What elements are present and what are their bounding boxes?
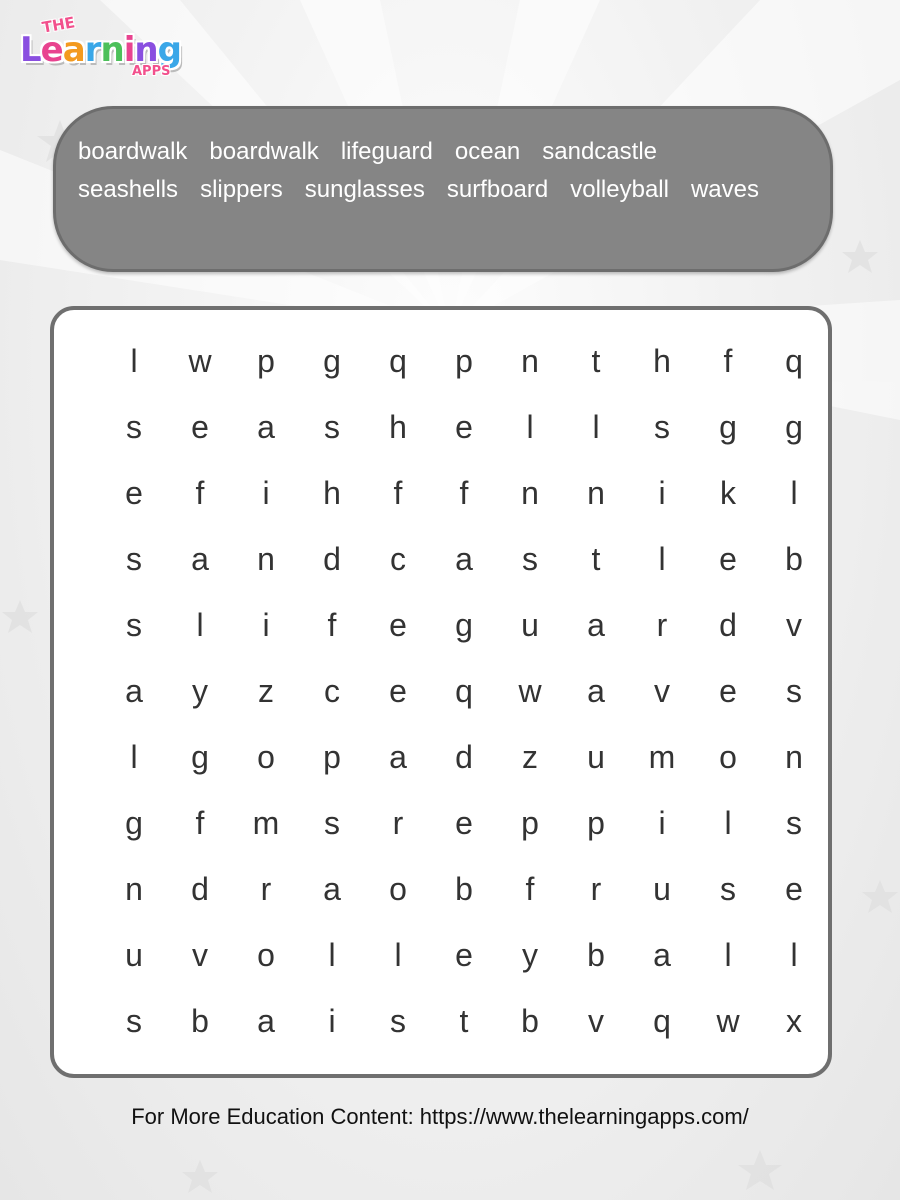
word-bank-item: boardwalk [78,138,188,165]
grid-letter-cell[interactable]: m [252,804,280,841]
grid-letter-cell[interactable]: s [786,672,802,709]
grid-letter-cell[interactable]: e [389,672,407,709]
grid-letter-cell[interactable]: h [323,474,341,511]
grid-letter-cell[interactable]: m [648,738,676,775]
grid-letter-cell[interactable]: n [521,342,539,379]
grid-letter-cell[interactable]: l [130,738,138,775]
grid-letter-cell[interactable]: g [785,408,803,445]
grid-letter-cell[interactable]: s [126,606,142,643]
logo-learning-text: Learning [20,30,181,70]
grid-letter-cell[interactable]: a [653,936,671,973]
grid-letter-cell[interactable]: i [658,804,666,841]
grid-letter-cell[interactable]: l [526,408,534,445]
grid-letter-cell[interactable]: i [658,474,666,511]
grid-letter-cell[interactable]: n [587,474,605,511]
grid-letter-cell[interactable]: p [257,342,275,379]
grid-letter-cell[interactable]: a [587,672,605,709]
grid-letter-cell[interactable]: w [518,672,542,709]
grid-letter-cell[interactable]: p [455,342,473,379]
grid-letter-cell[interactable]: l [130,342,138,379]
grid-letter-cell[interactable]: u [587,738,605,775]
grid-letter-cell[interactable]: h [389,408,407,445]
grid-letter-cell[interactable]: l [790,936,798,973]
grid-letter-cell[interactable]: e [455,804,473,841]
grid-letter-cell[interactable]: f [723,342,733,379]
grid-letter-cell[interactable]: b [521,1002,539,1039]
grid-letter-cell[interactable]: l [196,606,204,643]
grid-letter-cell[interactable]: w [716,1002,740,1039]
grid-letter-cell[interactable]: z [258,672,274,709]
grid-letter-cell[interactable]: s [126,408,142,445]
grid-letter-cell[interactable]: f [195,804,205,841]
word-bank-item: seashells [78,176,179,203]
logo-the-text: THE [40,13,77,37]
grid-letter-cell[interactable]: d [719,606,737,643]
word-list [78,133,778,209]
grid-letter-cell[interactable]: s [522,540,538,577]
grid-letter-cell[interactable]: e [125,474,143,511]
grid-letter-cell[interactable]: y [192,672,208,709]
word-bank-item: lifeguard [340,138,433,165]
grid-letter-cell[interactable]: a [587,606,605,643]
grid-letter-cell[interactable]: s [324,804,340,841]
grid-letter-cell[interactable]: x [786,1002,802,1039]
grid-letter-cell[interactable]: r [656,606,668,643]
grid-letter-cell[interactable]: u [653,870,671,907]
logo-apps-text: APPS [132,64,171,79]
grid-letter-cell[interactable]: b [785,540,803,577]
grid-letter-cell[interactable]: d [191,870,209,907]
grid-letter-cell[interactable]: n [257,540,275,577]
word-bank-item: sandcastle [542,138,658,165]
grid-letter-cell[interactable]: a [125,672,143,709]
grid-letter-cell[interactable]: l [724,936,732,973]
grid-letter-cell[interactable]: f [459,474,469,511]
grid-letter-cell[interactable]: w [188,342,212,379]
grid-letter-cell[interactable]: z [522,738,538,775]
grid-letter-cell[interactable]: a [191,540,209,577]
footer-text: For More Education Content: https://www.thelearningapps.com/ [131,1104,749,1129]
grid-letter-cell[interactable]: t [459,1002,469,1039]
grid-letter-cell[interactable]: l [592,408,600,445]
grid-letter-cell[interactable]: d [455,738,473,775]
grid-letter-cell[interactable]: v [654,672,670,709]
grid-letter-cell[interactable]: g [125,804,143,841]
grid-letter-cell[interactable]: v [786,606,802,643]
grid-letter-cell[interactable]: l [328,936,336,973]
word-bank-item: ocean [454,138,521,165]
grid-letter-cell[interactable]: g [191,738,209,775]
grid-letter-cell[interactable]: d [323,540,341,577]
grid-letter-cell[interactable]: y [522,936,538,973]
grid-letter-cell[interactable]: p [521,804,539,841]
word-bank-item: waves [690,176,759,203]
grid-letter-cell[interactable]: i [262,606,270,643]
grid-letter-cell[interactable]: s [720,870,736,907]
grid-letter-cell[interactable]: g [719,408,737,445]
grid-letter-cell[interactable]: r [392,804,404,841]
grid-letter-cell[interactable]: q [653,1002,671,1039]
grid-letter-cell[interactable]: o [257,936,275,973]
grid-letter-cell[interactable]: t [591,342,601,379]
word-bank-item: slippers [200,176,283,203]
grid-letter-cell[interactable]: u [125,936,143,973]
grid-letter-cell[interactable]: c [324,672,340,709]
grid-letter-cell[interactable]: g [323,342,341,379]
word-bank-item: surfboard [446,176,549,203]
word-bank-item: sunglasses [304,176,425,203]
grid-letter-cell[interactable]: k [720,474,736,511]
grid-letter-cell[interactable]: p [587,804,605,841]
grid-letter-cell[interactable]: i [328,1002,336,1039]
grid-letter-cell[interactable]: q [455,672,473,709]
grid-letter-cell[interactable]: e [455,936,473,973]
grid-letter-cell[interactable]: s [324,408,340,445]
grid-letter-cell[interactable]: v [588,1002,604,1039]
grid-letter-cell[interactable]: g [455,606,473,643]
grid-letter-cell[interactable]: q [389,342,407,379]
grid-letter-cell[interactable]: b [455,870,473,907]
grid-letter-cell[interactable]: e [191,408,209,445]
word-search-panel [50,306,832,1078]
grid-letter-cell[interactable]: a [257,1002,275,1039]
grid-letter-cell[interactable]: e [389,606,407,643]
grid-letter-cell[interactable]: o [389,870,407,907]
grid-letter-cell[interactable]: a [257,408,275,445]
grid-letter-cell[interactable]: s [786,804,802,841]
word-bank-item: boardwalk [209,138,319,165]
grid-letter-cell[interactable]: e [719,672,737,709]
letter-grid [101,328,827,1054]
grid-letter-cell[interactable]: l [658,540,666,577]
grid-letter-cell[interactable]: l [790,474,798,511]
word-bank-item: volleyball [570,176,669,203]
grid-letter-cell[interactable]: t [591,540,601,577]
grid-letter-cell[interactable]: s [390,1002,406,1039]
grid-letter-cell[interactable]: b [587,936,605,973]
grid-letter-cell[interactable]: e [455,408,473,445]
grid-letter-cell[interactable]: l [724,804,732,841]
grid-letter-cell[interactable]: s [126,1002,142,1039]
grid-letter-cell[interactable]: a [455,540,473,577]
grid-letter-cell[interactable]: c [390,540,406,577]
grid-letter-cell[interactable]: h [653,342,671,379]
grid-letter-cell[interactable]: i [262,474,270,511]
grid-letter-cell[interactable]: r [590,870,602,907]
grid-letter-cell[interactable]: f [327,606,337,643]
learning-apps-logo [20,14,195,84]
grid-letter-cell[interactable]: f [525,870,535,907]
grid-letter-cell[interactable]: r [260,870,272,907]
grid-letter-cell[interactable]: l [394,936,402,973]
grid-letter-cell[interactable]: n [125,870,143,907]
grid-letter-cell[interactable]: f [195,474,205,511]
grid-letter-cell[interactable]: a [323,870,341,907]
grid-letter-cell[interactable]: b [191,1002,209,1039]
grid-letter-cell[interactable]: e [785,870,803,907]
grid-letter-cell[interactable]: s [654,408,670,445]
grid-letter-cell[interactable]: u [521,606,539,643]
grid-letter-cell[interactable]: o [257,738,275,775]
grid-letter-cell[interactable]: n [521,474,539,511]
grid-letter-cell[interactable]: n [785,738,803,775]
grid-letter-cell[interactable]: p [323,738,341,775]
word-bank-panel [53,106,833,272]
grid-letter-cell[interactable]: q [785,342,803,379]
grid-letter-cell[interactable]: a [389,738,407,775]
grid-letter-cell[interactable]: v [192,936,208,973]
grid-letter-cell[interactable]: e [719,540,737,577]
grid-letter-cell[interactable]: s [126,540,142,577]
grid-letter-cell[interactable]: o [719,738,737,775]
grid-letter-cell[interactable]: f [393,474,403,511]
